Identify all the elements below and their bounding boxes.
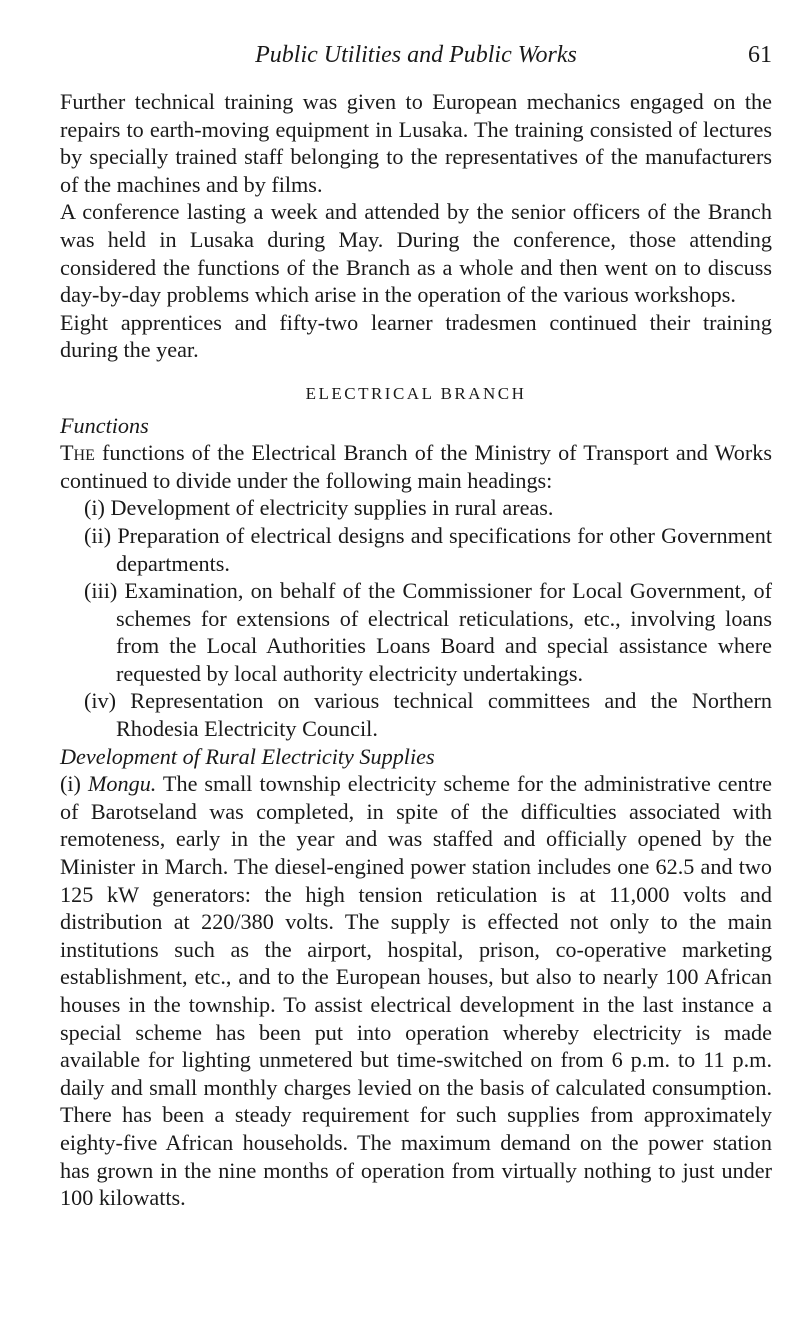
item-number: (i) [84,495,105,521]
page-number: 61 [748,42,772,68]
paragraph-conference: A conference lasting a week and attended by the senior officers of the Branch was held in Lusaka during May. During the conference, those attending considered the functions of the Branch as a whole and then went on to discuss day-by-day problems which arise in the operation of the various workshops. [60,199,772,308]
running-head [60,42,772,69]
paragraph-apprentices: Eight apprentices and fifty-two learner tradesmen continued their training during the year. [60,309,772,363]
mongu-paragraph [60,770,772,1212]
functions-intro [60,439,772,494]
functions-item-1 [60,494,772,522]
mongu-text: The small township electricity scheme for the administrative centre of Barotseland was completed, in spite of the difficulties associated with remoteness, early in the year and was staffed and officially opened by the Minister in March. The diesel-engined power station includes one 62.5 and two 125 kW generators: the high tension reticulation is at 11,000 volts and distribution at 220/380 volts. The supply is effected not only to the main institutions such as the airport, hospital, prison, co-operative marketing establishment, etc., and to the European houses, but also to nearly 100 African houses in the township. To assist electrical development in the last instance a special scheme has been put into operation whereby electricity is made available for lighting unmetered but time-switched on from 6 p.m. to 11 p.m. daily and small monthly charges levied on the basis of calculated consumption. There has been a steady requirement for such supplies from approximately eighty-five African households. The maximum demand on the power station has grown in the nine months of operation from virtually nothing to just under 100 kilowatts. [60,771,772,1211]
item-number: (iii) [84,578,118,604]
functions-subheading: Functions [60,412,149,438]
mongu-number: (i) [60,771,81,797]
rural-subheading: Development of Rural Electricity Supplies [60,743,435,769]
page-body [60,88,772,1212]
paragraph-training: Further technical training was given to European mechanics engaged on the repairs to earth-moving equipment in Lusaka. The training consisted of lectures by specially trained staff belonging to the representatives of the manufacturers of the machines and by films. [60,89,772,197]
functions-intro-text: functions of the Electrical Branch of the Ministry of Transport and Works continued to divide under the following main headings: [60,440,772,493]
item-text: Preparation of electrical designs and specifications for other Government departments. [116,522,772,576]
mongu-name: Mongu. [87,771,157,797]
functions-lead-word: The [60,440,95,466]
item-text: Examination, on behalf of the Commissioner for Local Government, of schemes for extensions of electrical reticulations, etc., involving loans from the Local Authorities Loans Board and special assistance where requested by local authority electricity undertakings. [116,578,772,686]
item-number: (iv) [84,688,117,714]
functions-item-2 [60,522,772,577]
running-head-title: Public Utilities and Public Works [255,42,577,68]
item-number: (ii) [84,522,112,548]
item-text: Development of electricity supplies in rural areas. [110,495,554,521]
section-heading: ELECTRICAL BRANCH [305,383,527,403]
functions-item-3 [60,577,772,687]
functions-item-4 [60,687,772,742]
item-text: Representation on various technical committees and the Northern Rhodesia Electricity Council. [116,688,773,742]
